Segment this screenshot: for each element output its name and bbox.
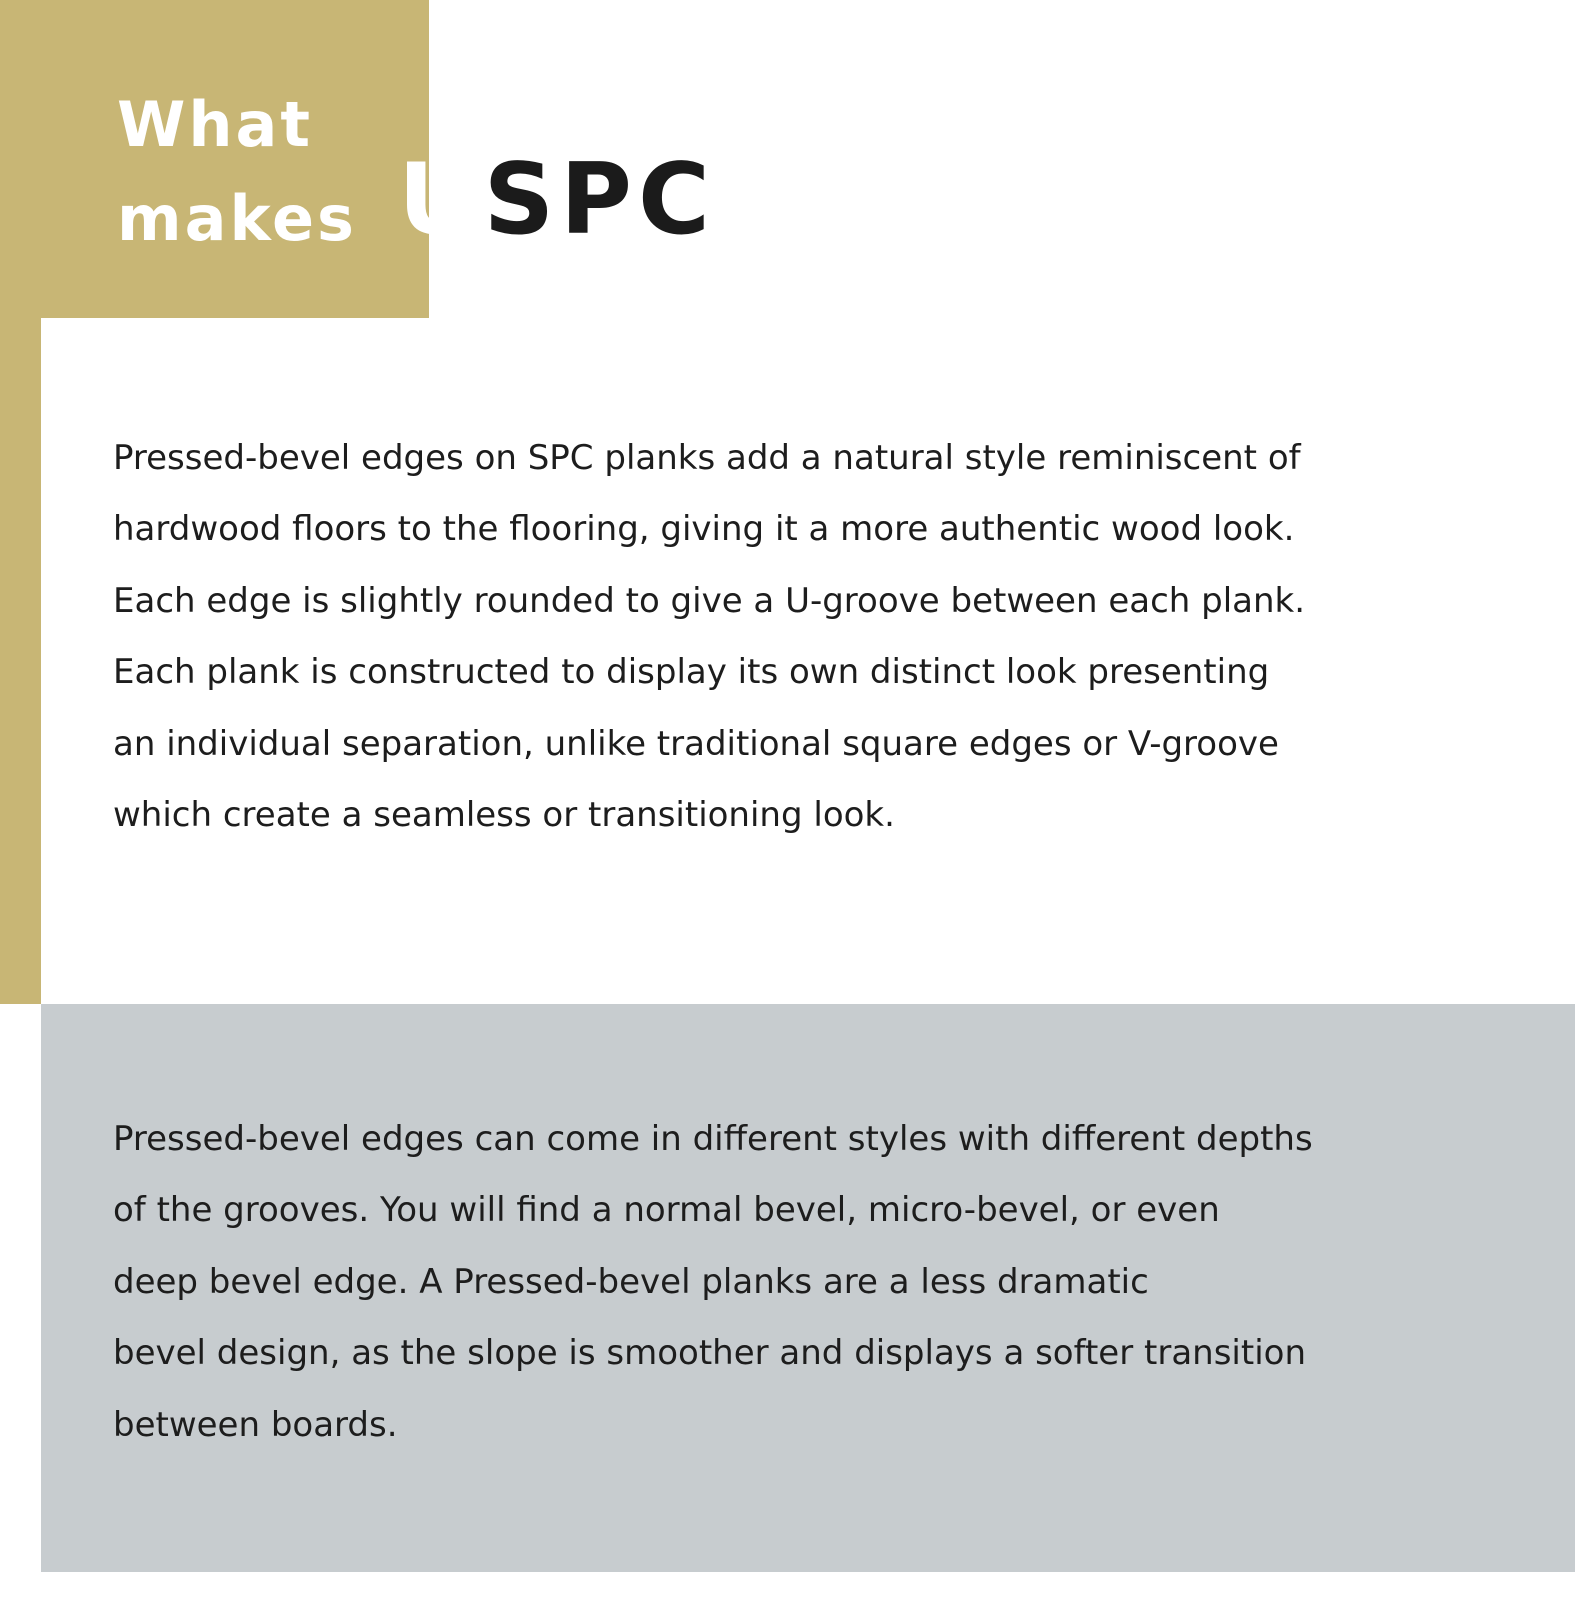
lower-paragraph xyxy=(113,1104,1553,1461)
heading-what-makes xyxy=(117,78,357,266)
lower-paragraph-line: deep bevel edge. A Pressed-bevel planks are a less dramatic xyxy=(113,1261,1149,1302)
title-letter-u: U xyxy=(398,143,484,257)
upper-paragraph-line: Pressed-bevel edges on SPC planks add a natural style reminiscent of xyxy=(113,438,1301,478)
heading-line-what: What xyxy=(117,88,314,161)
gold-side-strip xyxy=(0,318,41,1004)
upper-paragraph xyxy=(113,423,1553,851)
upper-paragraph-line: Each edge is slightly rounded to give a U-groove between each plank. xyxy=(113,580,1306,621)
lower-paragraph-line: bevel design, as the slope is smoother and displays a softer transition xyxy=(113,1333,1306,1374)
upper-paragraph-line: an individual separation, unlike traditional square edges or V-groove xyxy=(113,723,1279,764)
heading-line-makes: makes xyxy=(117,182,357,255)
lower-paragraph-line: between boards. xyxy=(113,1404,398,1445)
title-spc: SPC xyxy=(483,143,716,257)
upper-paragraph-line: Each plank is constructed to display its own distinct look presenting xyxy=(113,652,1270,693)
page-title xyxy=(398,140,716,260)
upper-paragraph-line: hardwood floors to the flooring, giving it a more authentic wood look. xyxy=(113,509,1295,550)
lower-paragraph-line: Pressed-bevel edges can come in different styles with different depths xyxy=(113,1119,1313,1159)
upper-paragraph-line: which create a seamless or transitioning look. xyxy=(113,795,895,836)
lower-paragraph-line: of the grooves. You will find a normal bevel, micro-bevel, or even xyxy=(113,1190,1220,1231)
